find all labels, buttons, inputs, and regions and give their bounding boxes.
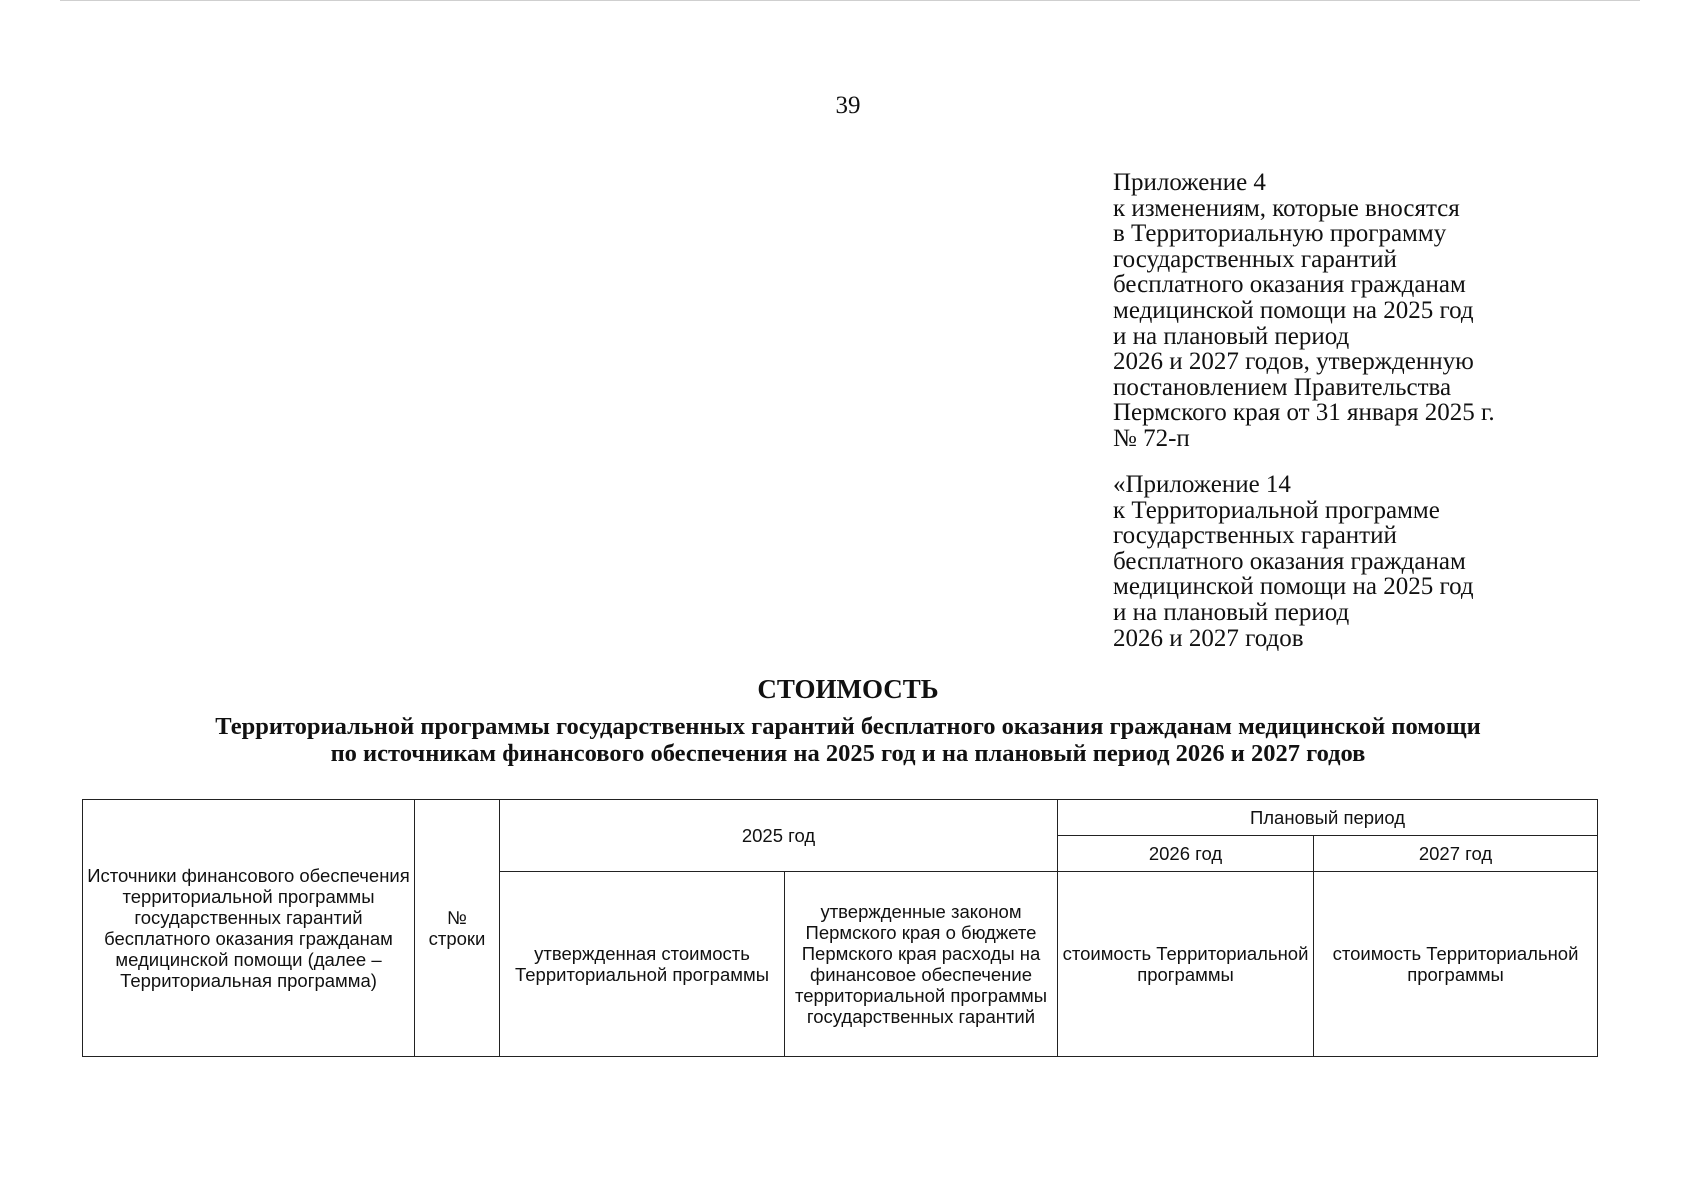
header-sources: Источники финансового обеспечения территориальной программы государственных гарантий бесплатного оказания гражданам медицинской помощи (далее – Территориальная программа): [83, 800, 415, 1057]
header-year-2025: 2025 год: [500, 800, 1058, 872]
subtitle-line-1: Территориальной программы государственных гарантий бесплатного оказания гражданам медицинской помощи: [215, 713, 1481, 740]
header-year-2027: 2027 год: [1314, 836, 1598, 872]
appendix-line: бесплатного оказания гражданам: [1113, 271, 1466, 299]
appendix-line: Пермского края от 31 января 2025 г.: [1113, 399, 1495, 427]
appendix-line: и на плановый период: [1113, 598, 1350, 626]
appendix-line: бесплатного оказания гражданам: [1113, 547, 1466, 575]
appendix-line: государственных гарантий: [1113, 522, 1397, 550]
appendix-line: «Приложение 14: [1113, 471, 1291, 498]
appendix-line: постановлением Правительства: [1113, 373, 1452, 401]
appendix-line: № 72-п: [1113, 424, 1190, 452]
appendix-line: Приложение 4: [1113, 169, 1266, 196]
header-row-number: № строки: [415, 800, 500, 1057]
cost-table: [82, 799, 1598, 1057]
appendix-line: в Территориальную программу: [1113, 220, 1447, 248]
appendix-note-quoted: [1113, 472, 1474, 651]
page-number: 39: [835, 92, 861, 119]
header-approved-by-law-2025: утвержденные законом Пермского края о бюджете Пермского края расходы на финансовое обеспечение территориальной программы государственных гарантий: [785, 872, 1058, 1057]
header-year-2026: 2026 год: [1058, 836, 1314, 872]
header-approved-cost-2025: утвержденная стоимость Территориальной программы: [500, 872, 785, 1057]
top-rule: [60, 0, 1640, 1]
appendix-line: 2026 и 2027 годов, утвержденную: [1113, 348, 1474, 376]
header-cost-2026: стоимость Территориальной программы: [1058, 872, 1314, 1057]
appendix-line: государственных гарантий: [1113, 245, 1397, 273]
appendix-line: к Территориальной программе: [1113, 496, 1440, 524]
appendix-line: медицинской помощи на 2025 год: [1113, 296, 1474, 324]
document-subtitle: [0, 713, 1696, 767]
header-cost-2027: стоимость Территориальной программы: [1314, 872, 1598, 1057]
appendix-line: и на плановый период: [1113, 322, 1350, 350]
appendix-line: 2026 и 2027 годов: [1113, 624, 1304, 652]
appendix-line: медицинской помощи на 2025 год: [1113, 573, 1474, 601]
header-planning-period: Плановый период: [1058, 800, 1598, 836]
appendix-note-current: [1113, 170, 1495, 452]
subtitle-line-2: по источникам финансового обеспечения на 2025 год и на плановый период 2026 и 2027 годов: [330, 740, 1366, 767]
appendix-line: к изменениям, которые вносятся: [1113, 194, 1460, 222]
document-title: СТОИМОСТЬ: [757, 674, 939, 704]
